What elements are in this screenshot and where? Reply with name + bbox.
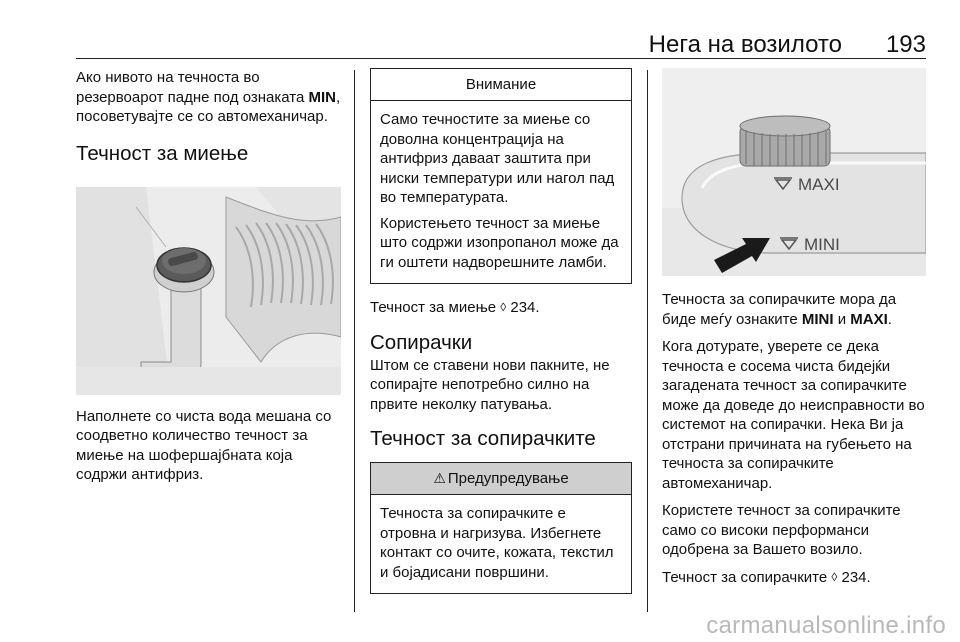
column-3: [662, 68, 926, 595]
brake-fluid-reservoir-illustration: [662, 68, 926, 276]
washer-fluid-heading: Течност за миење: [76, 141, 249, 165]
page-reference-icon: ◊: [831, 569, 838, 584]
washer-fluid-reference: Течност за миење ◊ 234.: [370, 299, 540, 316]
mini-label: MINI: [804, 235, 840, 254]
notice-box: [370, 68, 632, 284]
watermark: carmanualsonline.info: [706, 612, 946, 639]
maxi-label: MAXI: [798, 175, 840, 194]
column-1: [76, 68, 341, 493]
intro-paragraph: Ако нивото на течноста во резервоарот падне под ознаката MIN, посоветувајте се со автомеханичар.: [76, 69, 341, 125]
notice-paragraph-1: Само течностите за миење со доволна концентрација на антифриз даваат заштита при ниски температури или нагол пад во температурата.: [380, 111, 615, 206]
brake-fluid-level-paragraph: Течноста за сопирачките мора да биде меѓу ознаките MINI и MAXI.: [662, 291, 897, 328]
column-2: [370, 68, 632, 594]
brakes-paragraph: Штом се ставени нови пакните, не сопирајте непотребно силно на првите неколку патувања.: [370, 356, 610, 413]
brake-fluid-reference: Течност за сопирачките ◊ 234.: [662, 568, 871, 586]
brakes-heading: Сопирачки: [370, 330, 473, 354]
warning-icon: ⚠: [433, 470, 446, 486]
column-divider-1: [354, 70, 355, 612]
notice-paragraph-2: Користењето течност за миење што содржи изопропанол може да ги оштети надворешните ламби.: [380, 214, 619, 271]
fluid-quality-paragraph: Користете течност за сопирачките само со високи перформанси одобрена за Вашето возило.: [662, 502, 901, 558]
page-title: Нега на возилото: [648, 31, 842, 58]
page-number: 193: [885, 31, 926, 58]
page-header: [76, 30, 926, 60]
warning-box: [370, 462, 632, 594]
warning-title: Предупредување: [447, 470, 569, 487]
brake-fluid-heading: Течност за сопирачките: [370, 427, 596, 450]
page-reference-icon: ◊: [500, 300, 507, 314]
topping-up-paragraph: Кога дотурате, уверете се дека течноста е сосема чиста бидејќи загадената течност за сопирачките може да доведе до неисправности во системот на сопирачки. Нека Ви ја отстрани причината на губењето на течноста за сопирачките автомеханичар.: [662, 338, 925, 492]
washer-fluid-paragraph: Наполнете со чиста вода мешана со соодветно количество течност за миење на шофершајбната која содржи антифриз.: [76, 407, 332, 483]
mini-mark: MINI: [801, 310, 834, 328]
header-divider: [76, 58, 926, 59]
warning-header: [371, 463, 631, 495]
min-mark: MIN: [308, 88, 336, 106]
maxi-mark: MAXI: [850, 310, 888, 328]
column-divider-2: [647, 70, 648, 612]
warning-paragraph: Течноста за сопирачките е отровна и нагризува. Избегнете контакт со очите, кожата, текстил и бојадисани површини.: [380, 505, 614, 581]
washer-reservoir-illustration: [76, 187, 341, 395]
notice-title: Внимание: [371, 69, 631, 101]
